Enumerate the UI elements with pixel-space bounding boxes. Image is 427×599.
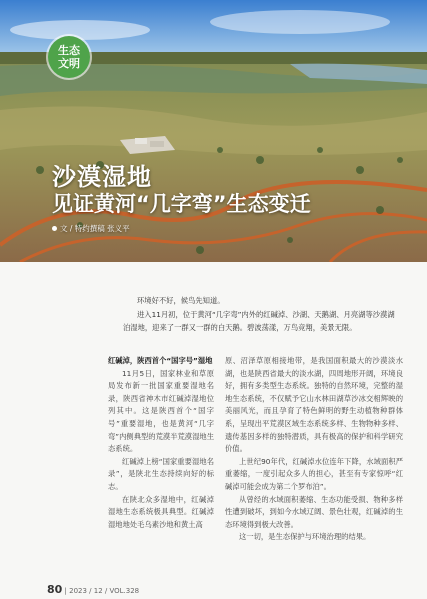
body-paragraph: 在陕北众多湿地中，红碱淖湿地生态系统极具典型。红碱淖湿地地处毛乌素沙地和黄土高 <box>108 494 214 529</box>
body-paragraph: 11月5日，国家林业和草原局发布新一批国家重要湿地名录，陕西省神木市红碱淖湿地位列其中。这是陕西首个“国字号”重要湿地，也是黄河“几字弯”内侧典型的荒漠半荒漠湿地生态系统。 <box>108 368 214 454</box>
section-subheading: 红碱淖，陕西首个“国字号”湿地 <box>108 356 213 365</box>
byline-text: 文 / 特约撰稿 张义平 <box>60 224 130 233</box>
body-paragraph: 红碱淖上榜“国家重要湿地名录”，是陕北生态持续向好的标志。 <box>108 456 214 491</box>
page-footer <box>47 583 139 596</box>
body-column-right <box>225 355 403 544</box>
section-badge <box>48 36 90 78</box>
intro <box>123 294 399 335</box>
body-paragraph: 原、沼泽草原相接地带，是我国面积最大的沙漠淡水湖，也是陕西省最大的淡水湖，四周地形开阔，环境良好，拥有多类型生态系统。独特的自然环境，完整的湿地生态系统，不仅赋予它山水林田湖草沙冰交相辉映的美丽风光，而且孕育了特色鲜明的野生动植物种群体系，呈现出平荒漠区域生态系统多样、生物物种多样、遗传基因多样的独特潜质，具有极高的保护和科学研究价值。 <box>225 356 403 454</box>
intro-paragraph-1: 环境好不好，候鸟先知道。 <box>137 296 225 305</box>
bullet-dot-icon <box>52 226 57 231</box>
badge-line1: 生态 <box>58 44 80 57</box>
body-paragraph: 上世纪90年代，红碱淖水位连年下降，水域面积严重萎缩，一度引起众多人的担心，甚至有专家惊呼“红碱淖可能会成为第二个罗布泊”。 <box>225 456 403 491</box>
body-paragraph: 这一切，是生态保护与环境治理的结果。 <box>239 532 371 542</box>
article-title: 沙漠湿地 <box>52 163 152 191</box>
byline <box>52 223 130 234</box>
issue-info: | 2023 / 12 / VOL.328 <box>64 587 140 595</box>
body-column-left <box>108 355 214 531</box>
badge-line2: 文明 <box>58 57 80 70</box>
page-number: 80 <box>47 583 63 596</box>
article-subtitle: 见证黄河“几字弯”生态变迁 <box>52 192 311 216</box>
intro-paragraph-2: 进入11月初，位于黄河“几字弯”内外的红碱淖、沙湖、天鹅湖、月亮湖等沙漠湖泊湿地，迎来了一群又一群的白天鹅。碧波荡漾，万鸟竞翔，美景无限。 <box>123 310 395 332</box>
body-paragraph: 从曾经的水域面积萎缩、生态功能受损、物种多样性遭到破坏，到如今水域辽阔、景色壮观，红碱淖的生态环境得到极大改善。 <box>225 494 403 529</box>
